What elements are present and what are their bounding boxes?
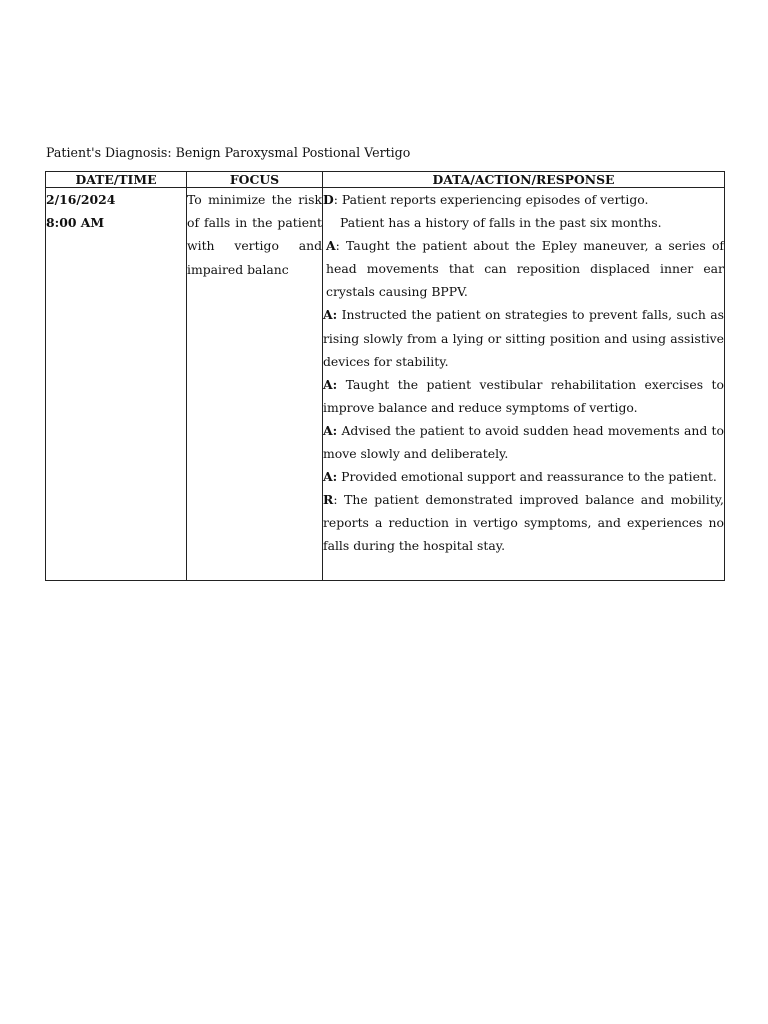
entry-label: A: xyxy=(323,376,338,392)
entry-label: R xyxy=(323,492,334,508)
table-header-row xyxy=(46,172,725,188)
entry-text: Taught the patient vestibular rehabilitation exercises to improve balance and reduce symptoms of vertigo. xyxy=(323,376,724,415)
entry-label: A xyxy=(326,238,336,254)
entry-text: Instructed the patient on strategies to prevent falls, such as rising slowly from a lying or sitting position and using assistive devices for stability. xyxy=(323,307,724,369)
header-date-time: DATE/TIME xyxy=(46,172,187,188)
entry-text: : The patient demonstrated improved balance and mobility, reports a reduction in vertigo symptoms, and experiences no falls during the hospital stay. xyxy=(323,492,724,554)
header-data-action-response: DATA/ACTION/RESPONSE xyxy=(323,172,725,188)
header-focus: FOCUS xyxy=(187,172,323,188)
data-entry xyxy=(323,211,724,234)
table-row xyxy=(46,188,725,581)
action-entry xyxy=(323,373,724,419)
response-entry xyxy=(323,488,724,557)
entry-text: : Patient reports experiencing episodes of vertigo. xyxy=(333,192,649,207)
entry-text: Advised the patient to avoid sudden head movements and to move slowly and deliberately. xyxy=(323,422,724,462)
action-entry xyxy=(323,234,724,303)
entry-text: Patient has a history of falls in the past six months. xyxy=(340,215,662,231)
focus-cell xyxy=(187,188,323,581)
entry-text: : Taught the patient about the Epley maneuver, a series of head movements that can reposition displaced inner ear crystals causing BPPV. xyxy=(326,238,724,300)
entry-label: A: xyxy=(323,307,338,323)
entry-label: A: xyxy=(323,422,338,438)
action-entry xyxy=(323,419,724,465)
data-entry xyxy=(323,188,724,211)
entry-date: 2/16/2024 xyxy=(46,192,116,207)
focus-charting-table xyxy=(45,171,725,581)
action-entry xyxy=(323,303,724,372)
action-entry xyxy=(323,465,724,488)
entry-label: A: xyxy=(323,469,338,485)
data-action-response-cell xyxy=(323,188,725,581)
diagnosis-line: Patient's Diagnosis: Benign Paroxysmal Postional Vertigo xyxy=(46,145,411,160)
entry-label: D xyxy=(323,192,334,207)
date-time-cell xyxy=(46,188,187,581)
entry-text: Provided emotional support and reassurance to the patient. xyxy=(337,469,717,485)
focus-text: To minimize the risk of falls in the patient with vertigo and impaired balanc xyxy=(187,192,322,277)
entry-time: 8:00 AM xyxy=(46,215,105,230)
